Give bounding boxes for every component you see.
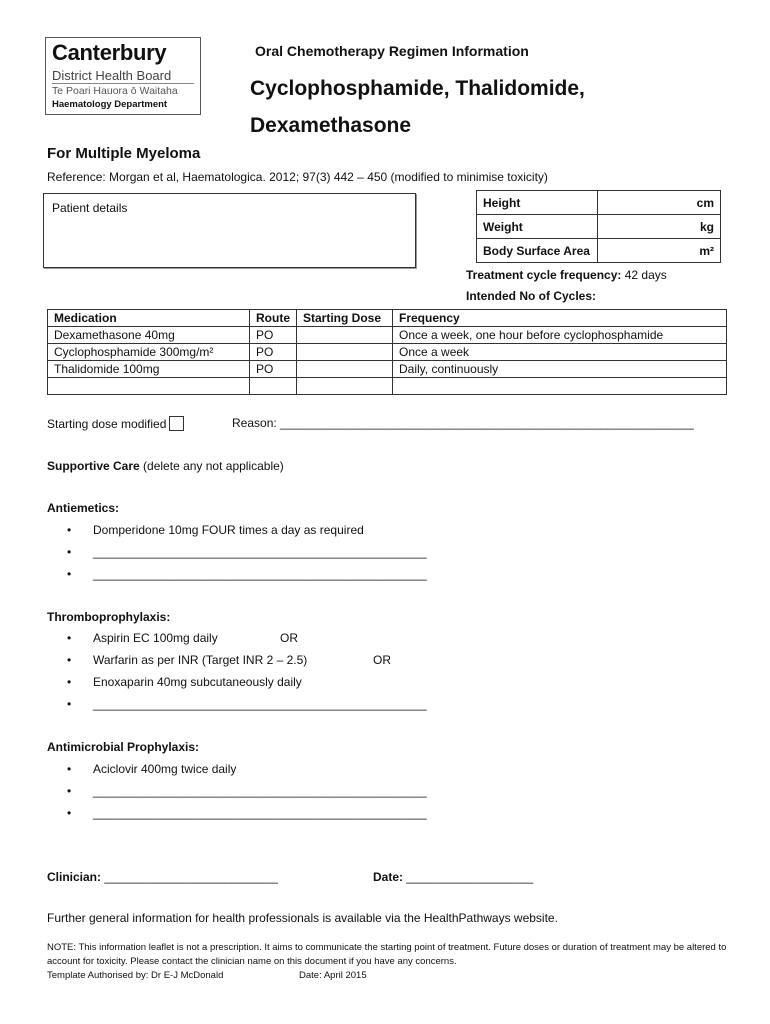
disclaimer: NOTE: This information leaflet is not a prescription. It aims to communicate the starting point of treatment. Future doses or duration of treatment may be altered to account for toxicity. Please contact the clinician name on this document if you have any concerns. <box>47 942 727 967</box>
list-item <box>67 653 307 667</box>
cell-medication: Dexamethasone 40mg <box>48 327 250 344</box>
supportive-care-note: (delete any not applicable) <box>143 459 284 473</box>
list-item[interactable] <box>67 697 427 711</box>
date-line[interactable]: ___________________ <box>406 870 534 884</box>
cell-route[interactable] <box>250 378 297 395</box>
antiemetics-heading: Antiemetics: <box>47 501 120 515</box>
date-field[interactable] <box>373 870 533 884</box>
bullet-icon: • <box>67 523 72 537</box>
logo-line3: Te Poari Hauora ō Waitaha <box>52 85 178 97</box>
cycle-frequency <box>466 268 667 282</box>
table-row-empty[interactable] <box>48 378 727 395</box>
cell-frequency: Daily, continuously <box>393 361 727 378</box>
cell-starting-dose[interactable] <box>297 361 393 378</box>
title-line1: Cyclophosphamide, Thalidomide, <box>250 77 585 100</box>
list-item <box>67 675 302 689</box>
item-blank[interactable]: __________________________________________________ <box>93 545 427 559</box>
item-blank[interactable]: __________________________________________________ <box>93 784 427 798</box>
measurement-unit: cm <box>598 191 721 215</box>
cycle-frequency-label: Treatment cycle frequency: <box>466 268 622 282</box>
patient-details-box[interactable] <box>43 193 416 268</box>
header-subtitle: Oral Chemotherapy Regimen Information <box>255 43 529 59</box>
list-item <box>67 762 236 776</box>
logo-line4: Haematology Department <box>52 99 168 110</box>
antimicrobial-heading: Antimicrobial Prophylaxis: <box>47 740 200 754</box>
or-label: OR <box>280 631 298 645</box>
reference: Reference: Morgan et al, Haematologica. 2012; 97(3) 442 – 450 (modified to minimise toxicity) <box>47 170 548 184</box>
cell-route: PO <box>250 361 297 378</box>
cell-starting-dose[interactable] <box>297 378 393 395</box>
cell-route: PO <box>250 344 297 361</box>
measurement-row[interactable] <box>477 239 721 263</box>
item-text: Aspirin EC 100mg daily <box>93 631 218 645</box>
table-header-row <box>48 310 727 327</box>
measurement-row[interactable] <box>477 191 721 215</box>
cell-starting-dose[interactable] <box>297 344 393 361</box>
measurements-table <box>476 190 721 263</box>
list-item[interactable] <box>67 567 427 581</box>
list-item[interactable] <box>67 806 427 820</box>
item-text: Enoxaparin 40mg subcutaneously daily <box>93 675 302 689</box>
bullet-icon: • <box>67 653 72 667</box>
bullet-icon: • <box>67 806 72 820</box>
authorised-by: Template Authorised by: Dr E-J McDonald <box>47 970 224 981</box>
header-route: Route <box>250 310 297 327</box>
logo-line1: Canterbury <box>52 40 167 65</box>
intended-cycles-label: Intended No of Cycles: <box>466 289 597 303</box>
clinician-label: Clinician: <box>47 870 102 884</box>
logo-divider <box>52 83 194 84</box>
cell-medication: Thalidomide 100mg <box>48 361 250 378</box>
measurement-label: Weight <box>477 215 598 239</box>
item-blank[interactable]: __________________________________________________ <box>93 697 427 711</box>
measurement-unit: kg <box>598 215 721 239</box>
item-text: Domperidone 10mg FOUR times a day as required <box>93 523 364 537</box>
bullet-icon: • <box>67 631 72 645</box>
or-label: OR <box>373 653 391 667</box>
medication-table <box>47 309 727 395</box>
header-frequency: Frequency <box>393 310 727 327</box>
measurement-row[interactable] <box>477 215 721 239</box>
cell-medication[interactable] <box>48 378 250 395</box>
list-item <box>67 631 218 645</box>
cell-route: PO <box>250 327 297 344</box>
cell-frequency: Once a week, one hour before cyclophosphamide <box>393 327 727 344</box>
cell-medication: Cyclophosphamide 300mg/m² <box>48 344 250 361</box>
measurement-unit: m² <box>598 239 721 263</box>
list-item[interactable] <box>67 545 427 559</box>
logo <box>45 37 201 115</box>
thromboprophylaxis-heading: Thromboprophylaxis: <box>47 610 171 624</box>
starting-dose-modified <box>47 416 184 431</box>
logo-line2: District Health Board <box>52 68 172 83</box>
item-blank[interactable]: __________________________________________________ <box>93 567 427 581</box>
item-text: Warfarin as per INR (Target INR 2 – 2.5) <box>93 653 308 667</box>
measurement-label: Height <box>477 191 598 215</box>
bullet-icon: • <box>67 762 72 776</box>
bullet-icon: • <box>67 697 72 711</box>
header-medication: Medication <box>48 310 250 327</box>
list-item <box>67 523 364 537</box>
bullet-icon: • <box>67 567 72 581</box>
list-item[interactable] <box>67 784 427 798</box>
starting-dose-modified-checkbox[interactable] <box>169 416 184 431</box>
clinician-line[interactable]: __________________________ <box>104 870 278 884</box>
authorised-date: Date: April 2015 <box>299 970 367 981</box>
date-label: Date: <box>373 870 404 884</box>
item-blank[interactable]: __________________________________________________ <box>93 806 427 820</box>
cycle-frequency-value: 42 days <box>624 268 667 282</box>
bullet-icon: • <box>67 545 72 559</box>
cell-frequency: Once a week <box>393 344 727 361</box>
footer-note <box>47 941 727 983</box>
cell-starting-dose[interactable] <box>297 327 393 344</box>
measurement-label: Body Surface Area <box>477 239 598 263</box>
further-info: Further general information for health professionals is available via the HealthPathways website. <box>47 911 558 925</box>
bullet-icon: • <box>67 675 72 689</box>
header-starting-dose: Starting Dose <box>297 310 393 327</box>
patient-details-label: Patient details <box>52 201 128 215</box>
bullet-icon: • <box>67 784 72 798</box>
title-line2: Dexamethasone <box>250 114 412 137</box>
item-text: Aciclovir 400mg twice daily <box>93 762 237 776</box>
table-row <box>48 327 727 344</box>
indication: For Multiple Myeloma <box>47 145 201 162</box>
cell-frequency[interactable] <box>393 378 727 395</box>
supportive-care-heading <box>47 459 284 473</box>
clinician-field[interactable] <box>47 870 278 884</box>
starting-dose-modified-label: Starting dose modified <box>47 416 167 431</box>
reason-field[interactable]: Reason: ______________________________________________________________ <box>232 416 694 430</box>
page-title <box>250 70 585 144</box>
table-row <box>48 344 727 361</box>
authorisation <box>47 969 727 983</box>
supportive-care-title: Supportive Care <box>47 459 140 473</box>
table-row <box>48 361 727 378</box>
